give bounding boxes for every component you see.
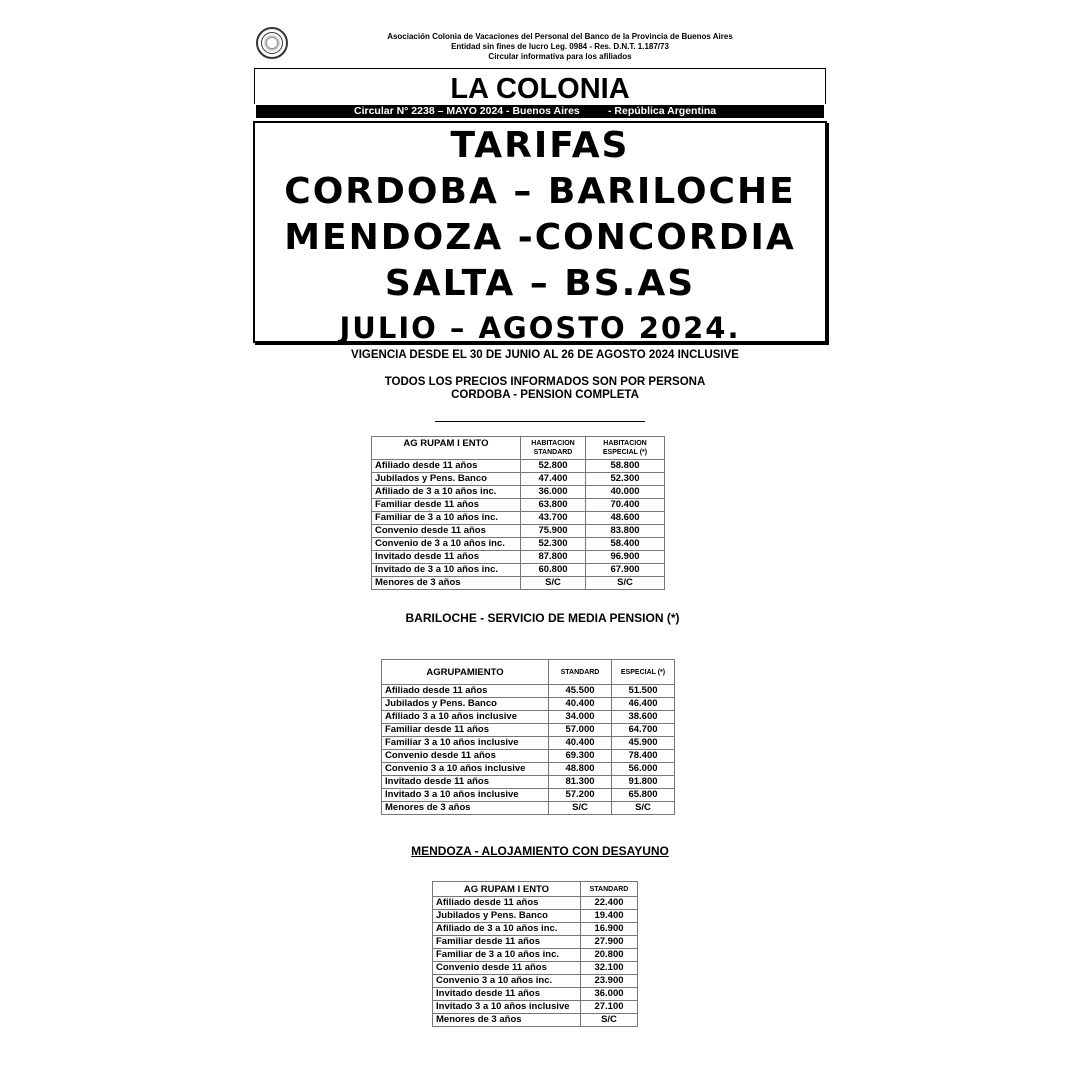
standard-price-cell: 20.800	[581, 949, 638, 962]
standard-price-cell: 57.200	[549, 789, 612, 802]
standard-price-cell: 27.900	[581, 936, 638, 949]
special-price-cell: 51.500	[612, 685, 675, 698]
mendoza-heading	[290, 845, 790, 858]
group-column-header: AG RUPAM I ENTO	[372, 437, 521, 460]
table-row	[382, 711, 675, 724]
group-cell: Invitado desde 11 años	[372, 551, 521, 564]
special-price-cell: 83.800	[586, 525, 665, 538]
standard-price-cell: 23.900	[581, 975, 638, 988]
group-cell: Familiar 3 a 10 años inclusive	[382, 737, 549, 750]
group-cell: Menores de 3 años	[372, 577, 521, 590]
table-row	[372, 525, 665, 538]
standard-price-cell: 36.000	[521, 486, 586, 499]
special-price-cell: S/C	[612, 802, 675, 815]
standard-price-cell: 63.800	[521, 499, 586, 512]
standard-price-cell: 48.800	[549, 763, 612, 776]
group-cell: Invitado desde 11 años	[382, 776, 549, 789]
table-row	[382, 698, 675, 711]
mendoza-heading-text: MENDOZA - ALOJAMIENTO CON DESAYUNO	[411, 844, 669, 858]
group-cell: Convenio desde 11 años	[382, 750, 549, 763]
group-cell: Convenio 3 a 10 años inclusive	[382, 763, 549, 776]
standard-price-cell: 43.700	[521, 512, 586, 525]
special-price-cell: 78.400	[612, 750, 675, 763]
special-price-cell: S/C	[586, 577, 665, 590]
group-cell: Afiliado desde 11 años	[372, 460, 521, 473]
group-cell: Invitado desde 11 años	[433, 988, 581, 1001]
special-price-cell: 48.600	[586, 512, 665, 525]
table-row	[382, 802, 675, 815]
group-cell: Jubilados y Pens. Banco	[372, 473, 521, 486]
standard-price-cell: 34.000	[549, 711, 612, 724]
table-row	[433, 988, 638, 1001]
table-row	[433, 936, 638, 949]
group-column-header: AG RUPAM I ENTO	[433, 882, 581, 897]
country-label: - República Argentina	[608, 105, 717, 117]
table-row	[382, 789, 675, 802]
group-cell: Familiar desde 11 años	[382, 724, 549, 737]
table-row	[372, 577, 665, 590]
group-cell: Menores de 3 años	[433, 1014, 581, 1027]
group-cell: Menores de 3 años	[382, 802, 549, 815]
special-price-cell: 65.800	[612, 789, 675, 802]
title-period: JULIO – AGOSTO 2024.	[339, 311, 741, 345]
standard-column-header: HABITACION STANDARD	[521, 437, 586, 460]
special-price-cell: 96.900	[586, 551, 665, 564]
group-cell: Invitado 3 a 10 años inclusive	[382, 789, 549, 802]
standard-price-cell: 52.300	[521, 538, 586, 551]
standard-price-cell: 52.800	[521, 460, 586, 473]
standard-price-cell: 75.900	[521, 525, 586, 538]
circular-number: Circular N° 2238 – MAYO 2024 - Buenos Aires	[354, 105, 580, 117]
group-cell: Afiliado 3 a 10 años inclusive	[382, 711, 549, 724]
standard-price-cell: 16.900	[581, 923, 638, 936]
standard-price-cell: 69.300	[549, 750, 612, 763]
special-price-cell: 70.400	[586, 499, 665, 512]
table-row	[382, 685, 675, 698]
standard-price-cell: 40.400	[549, 737, 612, 750]
association-name: Asociación Colonia de Vacaciones del Personal del Banco de la Provincia de Buenos Aires	[387, 32, 733, 41]
table-row	[433, 923, 638, 936]
title-salta-bsas: SALTA – BS.AS	[384, 263, 696, 304]
table-row	[382, 750, 675, 763]
table-row	[433, 897, 638, 910]
divider-line	[435, 421, 645, 422]
standard-price-cell: 32.100	[581, 962, 638, 975]
table-row	[433, 962, 638, 975]
group-cell: Familiar desde 11 años	[433, 936, 581, 949]
special-price-cell: 64.700	[612, 724, 675, 737]
standard-price-cell: S/C	[549, 802, 612, 815]
header-block	[330, 32, 790, 62]
table-row	[372, 486, 665, 499]
group-cell: Invitado 3 a 10 años inclusive	[433, 1001, 581, 1014]
table-row	[433, 975, 638, 988]
per-person-note: TODOS LOS PRECIOS INFORMADOS SON POR PERSONA	[384, 376, 706, 388]
standard-price-cell: 47.400	[521, 473, 586, 486]
special-column-header: ESPECIAL (*)	[612, 660, 675, 685]
title-mendoza-concordia: MENDOZA -CONCORDIA	[284, 217, 796, 258]
standard-price-cell: 45.500	[549, 685, 612, 698]
standard-price-cell: 40.400	[549, 698, 612, 711]
standard-price-cell: 36.000	[581, 988, 638, 1001]
table-row	[433, 910, 638, 923]
standard-price-cell: 27.100	[581, 1001, 638, 1014]
table-row	[372, 551, 665, 564]
table-header-row	[433, 882, 638, 897]
circular-bar	[256, 105, 824, 118]
table-row	[433, 1001, 638, 1014]
special-column-header: HABITACION ESPECIAL (*)	[586, 437, 665, 460]
group-cell: Familiar de 3 a 10 años inc.	[372, 512, 521, 525]
table-row	[382, 763, 675, 776]
table-row	[372, 460, 665, 473]
special-price-cell: 58.800	[586, 460, 665, 473]
special-price-cell: 67.900	[586, 564, 665, 577]
special-price-cell: 45.900	[612, 737, 675, 750]
cordoba-rates-table	[371, 436, 665, 590]
table-row	[372, 499, 665, 512]
special-price-cell: 52.300	[586, 473, 665, 486]
standard-column-header: STANDARD	[581, 882, 638, 897]
vigencia-note: VIGENCIA DESDE EL 30 DE JUNIO AL 26 DE AGOSTO 2024 INCLUSIVE	[351, 349, 739, 361]
group-cell: Convenio de 3 a 10 años inc.	[372, 538, 521, 551]
group-cell: Afiliado desde 11 años	[382, 685, 549, 698]
standard-price-cell: 60.800	[521, 564, 586, 577]
bariloche-heading: BARILOCHE - SERVICIO DE MEDIA PENSION (*)	[405, 611, 680, 625]
table-header-row	[382, 660, 675, 685]
special-price-cell: 58.400	[586, 538, 665, 551]
table-row	[372, 512, 665, 525]
table-row	[382, 724, 675, 737]
association-seal-logo	[256, 27, 288, 59]
legal-registration: Entidad sin fines de lucro Leg. 0984 - Res. D.N.T. 1.187/73	[451, 42, 669, 51]
standard-price-cell: 57.000	[549, 724, 612, 737]
standard-price-cell: 19.400	[581, 910, 638, 923]
group-cell: Afiliado de 3 a 10 años inc.	[433, 923, 581, 936]
group-cell: Afiliado desde 11 años	[433, 897, 581, 910]
group-cell: Familiar de 3 a 10 años inc.	[433, 949, 581, 962]
group-cell: Familiar desde 11 años	[372, 499, 521, 512]
table-row	[433, 1014, 638, 1027]
title-tarifas: TARIFAS	[450, 125, 630, 166]
table-row	[372, 564, 665, 577]
group-cell: Convenio 3 a 10 años inc.	[433, 975, 581, 988]
standard-price-cell: S/C	[521, 577, 586, 590]
table-header-row	[372, 437, 665, 460]
cordoba-heading: CORDOBA - PENSION COMPLETA	[451, 389, 639, 401]
special-price-cell: 40.000	[586, 486, 665, 499]
group-cell: Jubilados y Pens. Banco	[382, 698, 549, 711]
table-row	[433, 949, 638, 962]
group-cell: Invitado de 3 a 10 años inc.	[372, 564, 521, 577]
special-price-cell: 56.000	[612, 763, 675, 776]
group-cell: Jubilados y Pens. Banco	[433, 910, 581, 923]
special-price-cell: 38.600	[612, 711, 675, 724]
group-cell: Convenio desde 11 años	[433, 962, 581, 975]
table-row	[372, 473, 665, 486]
circular-description: Circular informativa para los afiliados	[488, 52, 632, 61]
special-price-cell: 91.800	[612, 776, 675, 789]
standard-price-cell: S/C	[581, 1014, 638, 1027]
group-column-header: AGRUPAMIENTO	[382, 660, 549, 685]
standard-column-header: STANDARD	[549, 660, 612, 685]
table-row	[382, 737, 675, 750]
group-cell: Convenio desde 11 años	[372, 525, 521, 538]
standard-price-cell: 81.300	[549, 776, 612, 789]
table-row	[382, 776, 675, 789]
standard-price-cell: 87.800	[521, 551, 586, 564]
publication-title: LA COLONIA	[254, 68, 826, 104]
standard-price-cell: 22.400	[581, 897, 638, 910]
special-price-cell: 46.400	[612, 698, 675, 711]
bariloche-rates-table	[381, 659, 675, 815]
group-cell: Afiliado de 3 a 10 años inc.	[372, 486, 521, 499]
table-row	[372, 538, 665, 551]
mendoza-rates-table	[432, 881, 638, 1027]
title-cordoba-bariloche: CORDOBA – BARILOCHE	[284, 171, 796, 212]
